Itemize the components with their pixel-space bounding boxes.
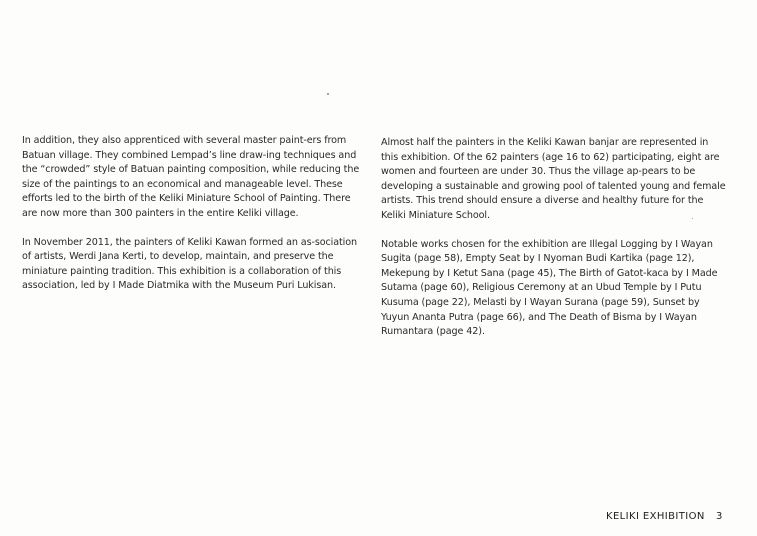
- left-paragraph-1: In addition, they also apprenticed with several master paint-ers from Batuan village. They combined Lempad’s line draw-ing techniques and the “crowded” style of Batuan painting composition, while reducing the size of the paintings to an economical and manageable level. These efforts led to the birth of the Keliki Miniature School of Painting. There are now more than 300 painters in the entire Keliki village.: [22, 135, 360, 219]
- footer-running-title: KELIKI EXHIBITION: [606, 511, 705, 522]
- right-paragraph-1: Almost half the painters in the Keliki Kawan banjar are represented in this exhibition. Of the 62 painters (age 16 to 62) participating, eight are women and fourteen are under 30. Thus the village ap-pears to be developing a sustainable and growing pool of talented young and female artists. This trend should ensure a diverse and healthy future for the Keliki Miniature School.: [381, 137, 726, 221]
- page-number: 3: [716, 511, 723, 522]
- right-paragraph-2: Notable works chosen for the exhibition are Illegal Logging by I Wayan Sugita (page 58), Empty Seat by I Nyoman Budi Kartika (page 12), Mekepung by I Ketut Sana (page 45), The Birth of Gatot-kaca by I Made Sutama (page 60), Religious Ceremony at an Ubud Temple by I Putu Kusuma (page 22), Melasti by I Wayan Surana (page 59), Sunset by Yuyun Ananta Putra (page 66), and The Death of Bisma by I Wayan Rumantara (page 42).: [381, 238, 718, 338]
- scan-speck: [327, 93, 329, 95]
- right-column: [381, 136, 726, 354]
- left-paragraph-2: In November 2011, the painters of Keliki Kawan formed an as-sociation of artists, Werdi Jana Kerti, to develop, maintain, and preserve the miniature painting tradition. This exhibition is a collaboration of this association, led by I Made Diatmika with the Museum Puri Lukisan.: [22, 236, 357, 292]
- left-column: [22, 134, 362, 308]
